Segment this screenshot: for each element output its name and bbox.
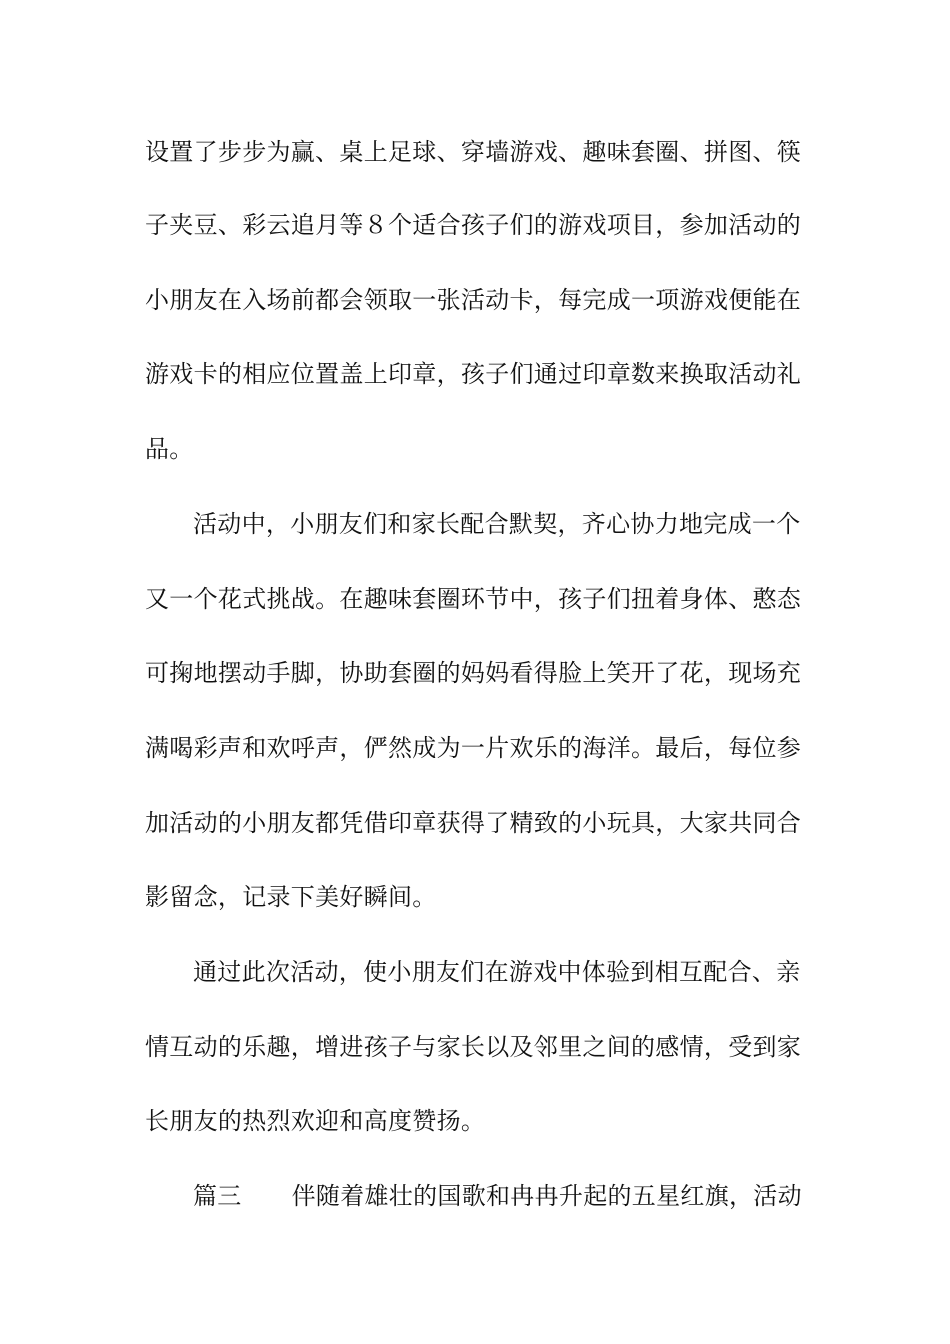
section-heading-line <box>193 1181 810 1211</box>
paragraph-line: 加活动的小朋友都凭借印章获得了精致的小玩具，大家共同合 <box>145 809 802 837</box>
paragraph-line: 品。 <box>145 435 194 463</box>
paragraph-line: 设置了步步为赢、桌上足球、穿墙游戏、趣味套圈、拼图、筷 <box>145 138 802 166</box>
paragraph-line: 通过此次活动，使小朋友们在游戏中体验到相互配合、亲 <box>193 958 801 986</box>
paragraph-line: 子夹豆、彩云追月等８个适合孩子们的游戏项目，参加活动的 <box>145 211 802 239</box>
paragraph-line: 可掬地摆动手脚，协助套圈的妈妈看得脸上笑开了花，现场充 <box>145 659 802 687</box>
paragraph-line: 满喝彩声和欢呼声，俨然成为一片欢乐的海洋。最后，每位参 <box>145 734 802 762</box>
paragraph-line: 长朋友的热烈欢迎和高度赞扬。 <box>145 1107 486 1135</box>
section-label: 篇三 <box>193 1182 242 1210</box>
paragraph-line: 情互动的乐趣，增进孩子与家长以及邻里之间的感情，受到家 <box>145 1033 802 1061</box>
paragraph-line: 影留念，记录下美好瞬间。 <box>145 883 437 911</box>
section-text: 伴随着雄壮的国歌和冉冉升起的五星红旗，活动 <box>291 1182 802 1210</box>
paragraph-line: 小朋友在入场前都会领取一张活动卡，每完成一项游戏便能在 <box>145 286 802 314</box>
paragraph-line: 又一个花式挑战。在趣味套圈环节中，孩子们扭着身体、憨态 <box>145 585 802 613</box>
paragraph-line: 活动中，小朋友们和家长配合默契，齐心协力地完成一个 <box>193 510 801 538</box>
paragraph-line: 游戏卡的相应位置盖上印章，孩子们通过印章数来换取活动礼 <box>145 360 802 388</box>
